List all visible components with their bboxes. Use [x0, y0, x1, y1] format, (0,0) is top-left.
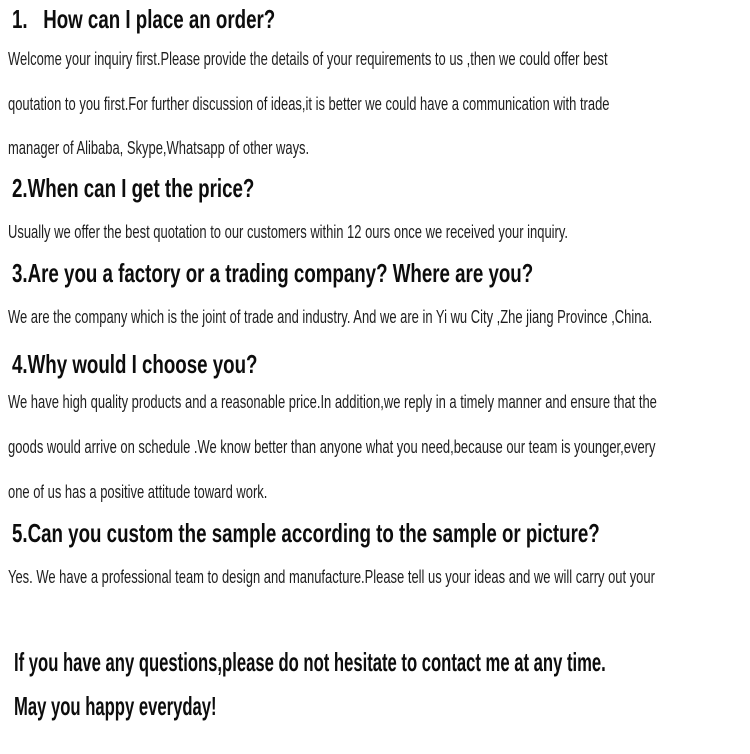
faq-closing-line-1: If you have any questions,please do not hesitate to contact me at any time. [14, 647, 606, 677]
faq-answer-1-line-3: manager of Alibaba, Skype,Whatsapp of other ways. [8, 138, 310, 158]
faq-question-4-heading: 4.Why would I choose you? [12, 349, 258, 379]
faq-answer-4-line-3: one of us has a positive attitude toward work. [8, 482, 268, 502]
faq-question-5-heading: 5.Can you custom the sample according to the sample or picture? [12, 518, 600, 548]
faq-question-1-heading: 1. How can I place an order? [12, 4, 276, 34]
faq-question-2-heading: 2.When can I get the price? [12, 173, 255, 203]
faq-answer-2-line-1: Usually we offer the best quotation to our customers within 12 ours once we received your inquiry. [8, 222, 568, 242]
faq-answer-4-line-2: goods would arrive on schedule .We know better than anyone what you need,because our team is younger,every [8, 437, 656, 457]
faq-answer-5-line-1: Yes. We have a professional team to design and manufacture.Please tell us your ideas and we will carry out your [8, 567, 655, 587]
faq-answer-3-line-1: We are the company which is the joint of trade and industry. And we are in Yi wu City ,Zhe jiang Province ,China. [8, 307, 653, 327]
faq-closing-line-2: May you happy everyday! [14, 691, 217, 721]
faq-answer-1-line-1: Welcome your inquiry first.Please provide the details of your requirements to us ,then we could offer best [8, 49, 608, 69]
faq-answer-1-line-2: qoutation to you first.For further discussion of ideas,it is better we could have a communication with trade [8, 94, 610, 114]
faq-question-3-heading: 3.Are you a factory or a trading company? Where are you? [12, 258, 534, 288]
faq-answer-4-line-1: We have high quality products and a reasonable price.In addition,we reply in a timely manner and ensure that the [8, 392, 657, 412]
